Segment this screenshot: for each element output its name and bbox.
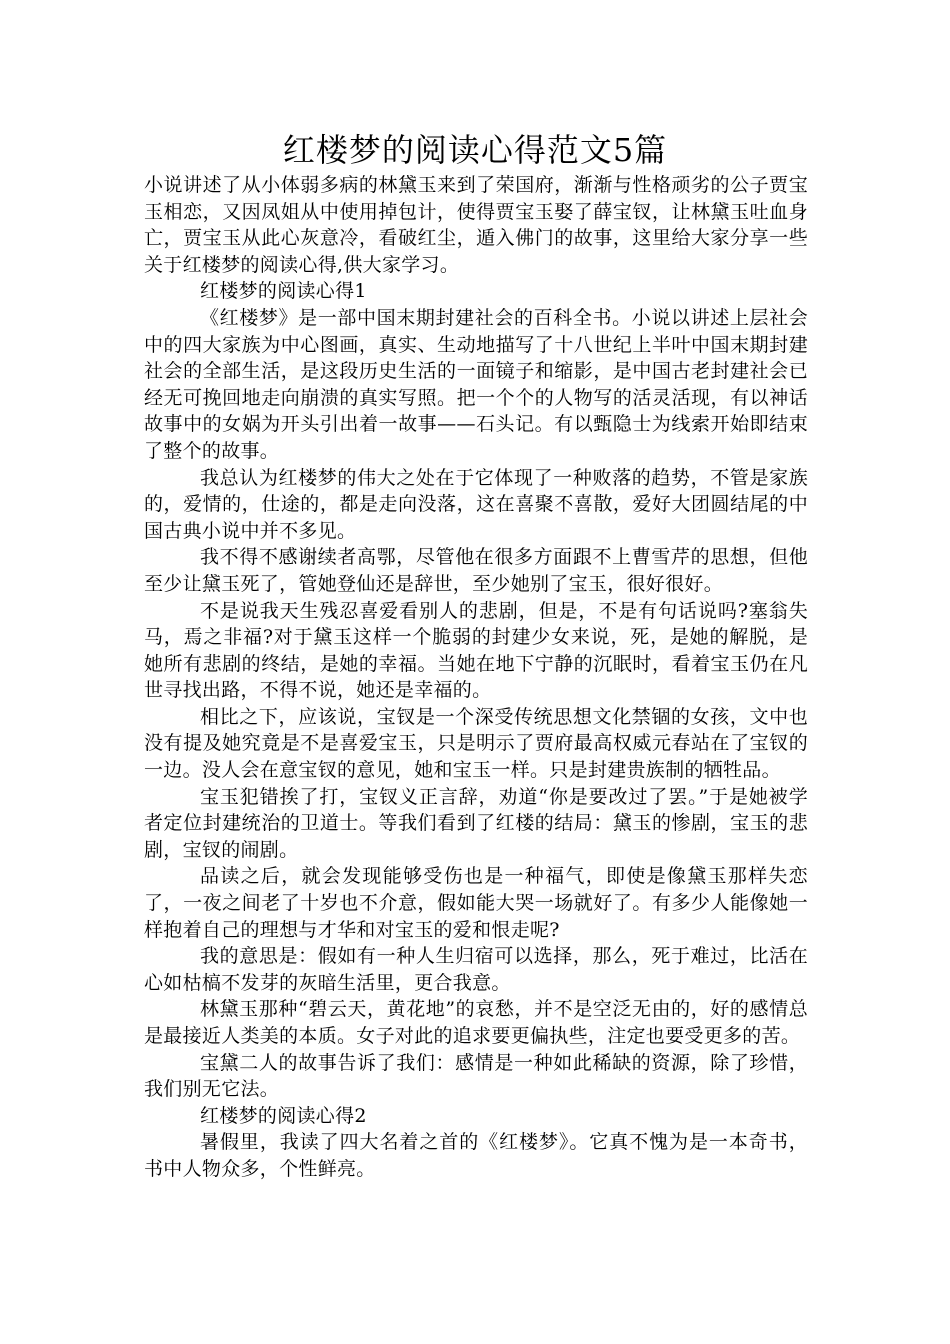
- paragraph: 林黛玉那种“碧云天，黄花地”的哀愁，并不是空泛无由的，好的感情总是最接近人类美的本质。女子对此的追求要更偏执些，注定也要受更多的苦。: [144, 998, 808, 1047]
- paragraph: 《红楼梦》是一部中国末期封建社会的百科全书。小说以讲述上层社会中的四大家族为中心图画，真实、生动地描写了十八世纪上半叶中国末期封建社会的全部生活，是这段历史生活的一面镜子和缩影，是中国古老封建社会已经无可挽回地走向崩溃的真实写照。把一个个的人物写的活灵活现，有以神话故事中的女娲为开头引出着一故事——石头记。有以甄隐士为线索开始即结束了整个的故事。: [144, 306, 808, 462]
- paragraph: 我总认为红楼梦的伟大之处在于它体现了一种败落的趋势，不管是家族的，爱情的，仕途的，都是走向没落，这在喜聚不喜散，爱好大团圆结尾的中国古典小说中并不多见。: [144, 466, 808, 542]
- paragraph: 品读之后，就会发现能够受伤也是一种福气，即使是像黛玉那样失恋了，一夜之间老了十岁也不介意，假如能大哭一场就好了。有多少人能像她一样抱着自己的理想与才华和对宝玉的爱和恨走呢?: [144, 865, 808, 941]
- section-heading-2: 红楼梦的阅读心得2: [200, 1104, 367, 1127]
- document-body: [144, 172, 808, 1183]
- document-title: 红楼梦的阅读心得范文5篇: [282, 131, 668, 169]
- paragraph: 宝黛二人的故事告诉了我们：感情是一种如此稀缺的资源，除了珍惜，我们别无它法。: [144, 1051, 808, 1101]
- intro-paragraph: 小说讲述了从小体弱多病的林黛玉来到了荣国府，渐渐与性格顽劣的公子贾宝玉相恋，又因凤姐从中使用掉包计，使得贾宝玉娶了薛宝钗，让林黛玉吐血身亡，贾宝玉从此心灰意冷，看破红尘，遁入佛门的故事，这里给大家分享一些关于红楼梦的阅读心得,供大家学习。: [144, 174, 808, 276]
- paragraph: 宝玉犯错挨了打，宝钗义正言辞，劝道“你是要改过了罢。”于是她被学者定位封建统治的卫道士。等我们看到了红楼的结局：黛玉的惨剧，宝玉的悲剧，宝钗的闹剧。: [144, 785, 808, 861]
- section-heading-1: 红楼梦的阅读心得1: [200, 280, 367, 303]
- paragraph: 不是说我天生残忍喜爱看别人的悲剧，但是，不是有句话说吗?塞翁失马，焉之非福?对于黛玉这样一个脆弱的封建少女来说，死，是她的解脱，是她所有悲剧的终结，是她的幸福。当她在地下宁静的沉眠时，看着宝玉仍在凡世寻找出路，不得不说，她还是幸福的。: [144, 599, 808, 702]
- paragraph: 相比之下，应该说，宝钗是一个深受传统思想文化禁锢的女孩，文中也没有提及她究竟是不是喜爱宝玉，只是明示了贾府最高权威元春站在了宝钗的一边。没人会在意宝钗的意见，她和宝玉一样。只是封建贵族制的牺牲品。: [144, 705, 808, 782]
- paragraph: 我的意思是：假如有一种人生归宿可以选择，那么，死于难过，比活在心如枯槁不发芽的灰暗生活里，更合我意。: [144, 945, 808, 994]
- paragraph: 暑假里，我读了四大名着之首的《红楼梦》。它真不愧为是一本奇书，书中人物众多，个性鲜亮。: [144, 1131, 808, 1180]
- paragraph: 我不得不感谢续者高鄂，尽管他在很多方面跟不上曹雪芹的思想，但他至少让黛玉死了，管她登仙还是辞世，至少她别了宝玉，很好很好。: [144, 546, 808, 595]
